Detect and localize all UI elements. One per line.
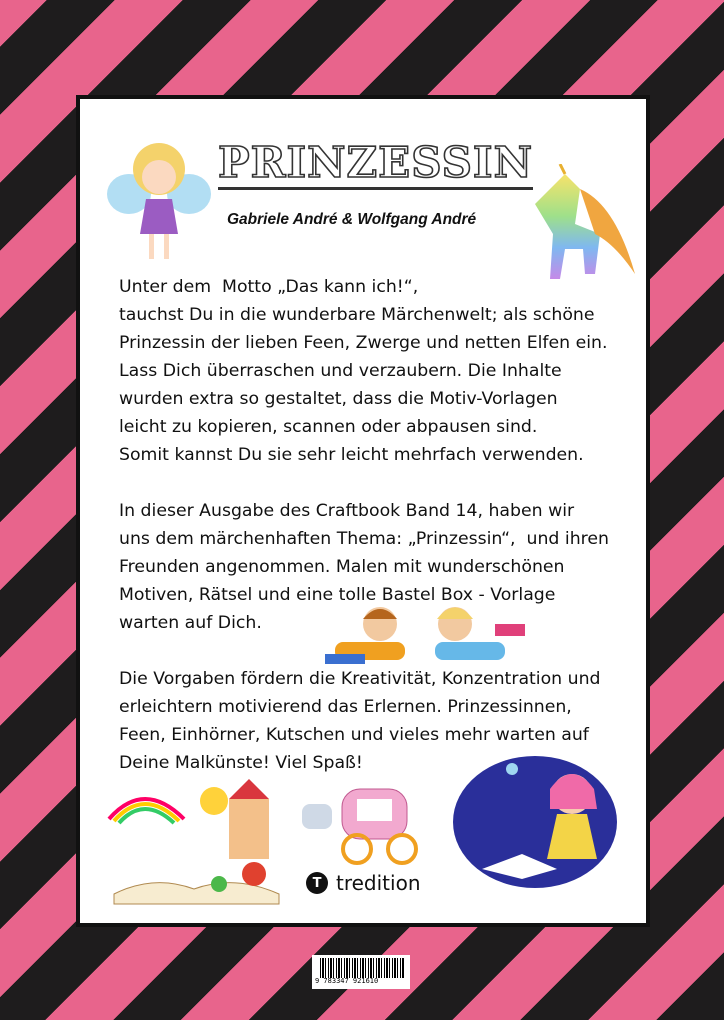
tredition-icon: T: [306, 872, 328, 894]
publisher-logo: [306, 871, 421, 895]
publisher-name: tredition: [336, 871, 421, 895]
storybook-castle-illustration: [104, 779, 289, 914]
isbn-number: 9 783347 921610: [315, 977, 379, 985]
content-paragraph: In dieser Ausgabe des Craftbook Band 14, haben wir uns dem märchenhaften Thema: „Prinzessin“, und ihren Freunden angenommen. Malen mit wunderschönen Motiven, Rätsel und eine tolle Bastel Box - Vorlage warten auf Dich.: [119, 501, 609, 633]
authors: Gabriele André & Wolfgang André: [227, 211, 477, 228]
intro-paragraph: Unter dem Motto „Das kann ich!“, tauchst Du in die wunderbare Märchenwelt; als schöne Prinzessin der lieben Feen, Zwerge und netten Elfen ein. Lass Dich überraschen und verzaubern. Die Inhalte wurden extra so gestaltet, dass die Motiv-Vorlagen leicht zu kopieren, scannen oder abpausen sind. Somit kannst Du sie sehr leicht mehrfach verwenden.: [119, 277, 608, 465]
fairy-illustration: [104, 139, 214, 269]
kids-illustration: [325, 604, 535, 674]
princess-magic-book-illustration: [452, 754, 618, 889]
carriage-illustration: [302, 784, 432, 869]
isbn-barcode: [312, 955, 410, 989]
barcode-bars: [320, 958, 404, 978]
book-title: PRINZESSIN: [218, 141, 533, 190]
benefits-paragraph: Die Vorgaben fördern die Kreativität, Konzentration und erleichtern motivierend das Erlernen. Prinzessinnen, Feen, Einhörner, Kutschen und vieles mehr warten auf Deine Malkünste! Viel Spaß!: [119, 669, 601, 773]
back-cover-panel: [76, 95, 650, 927]
unicorn-illustration: [505, 164, 645, 289]
